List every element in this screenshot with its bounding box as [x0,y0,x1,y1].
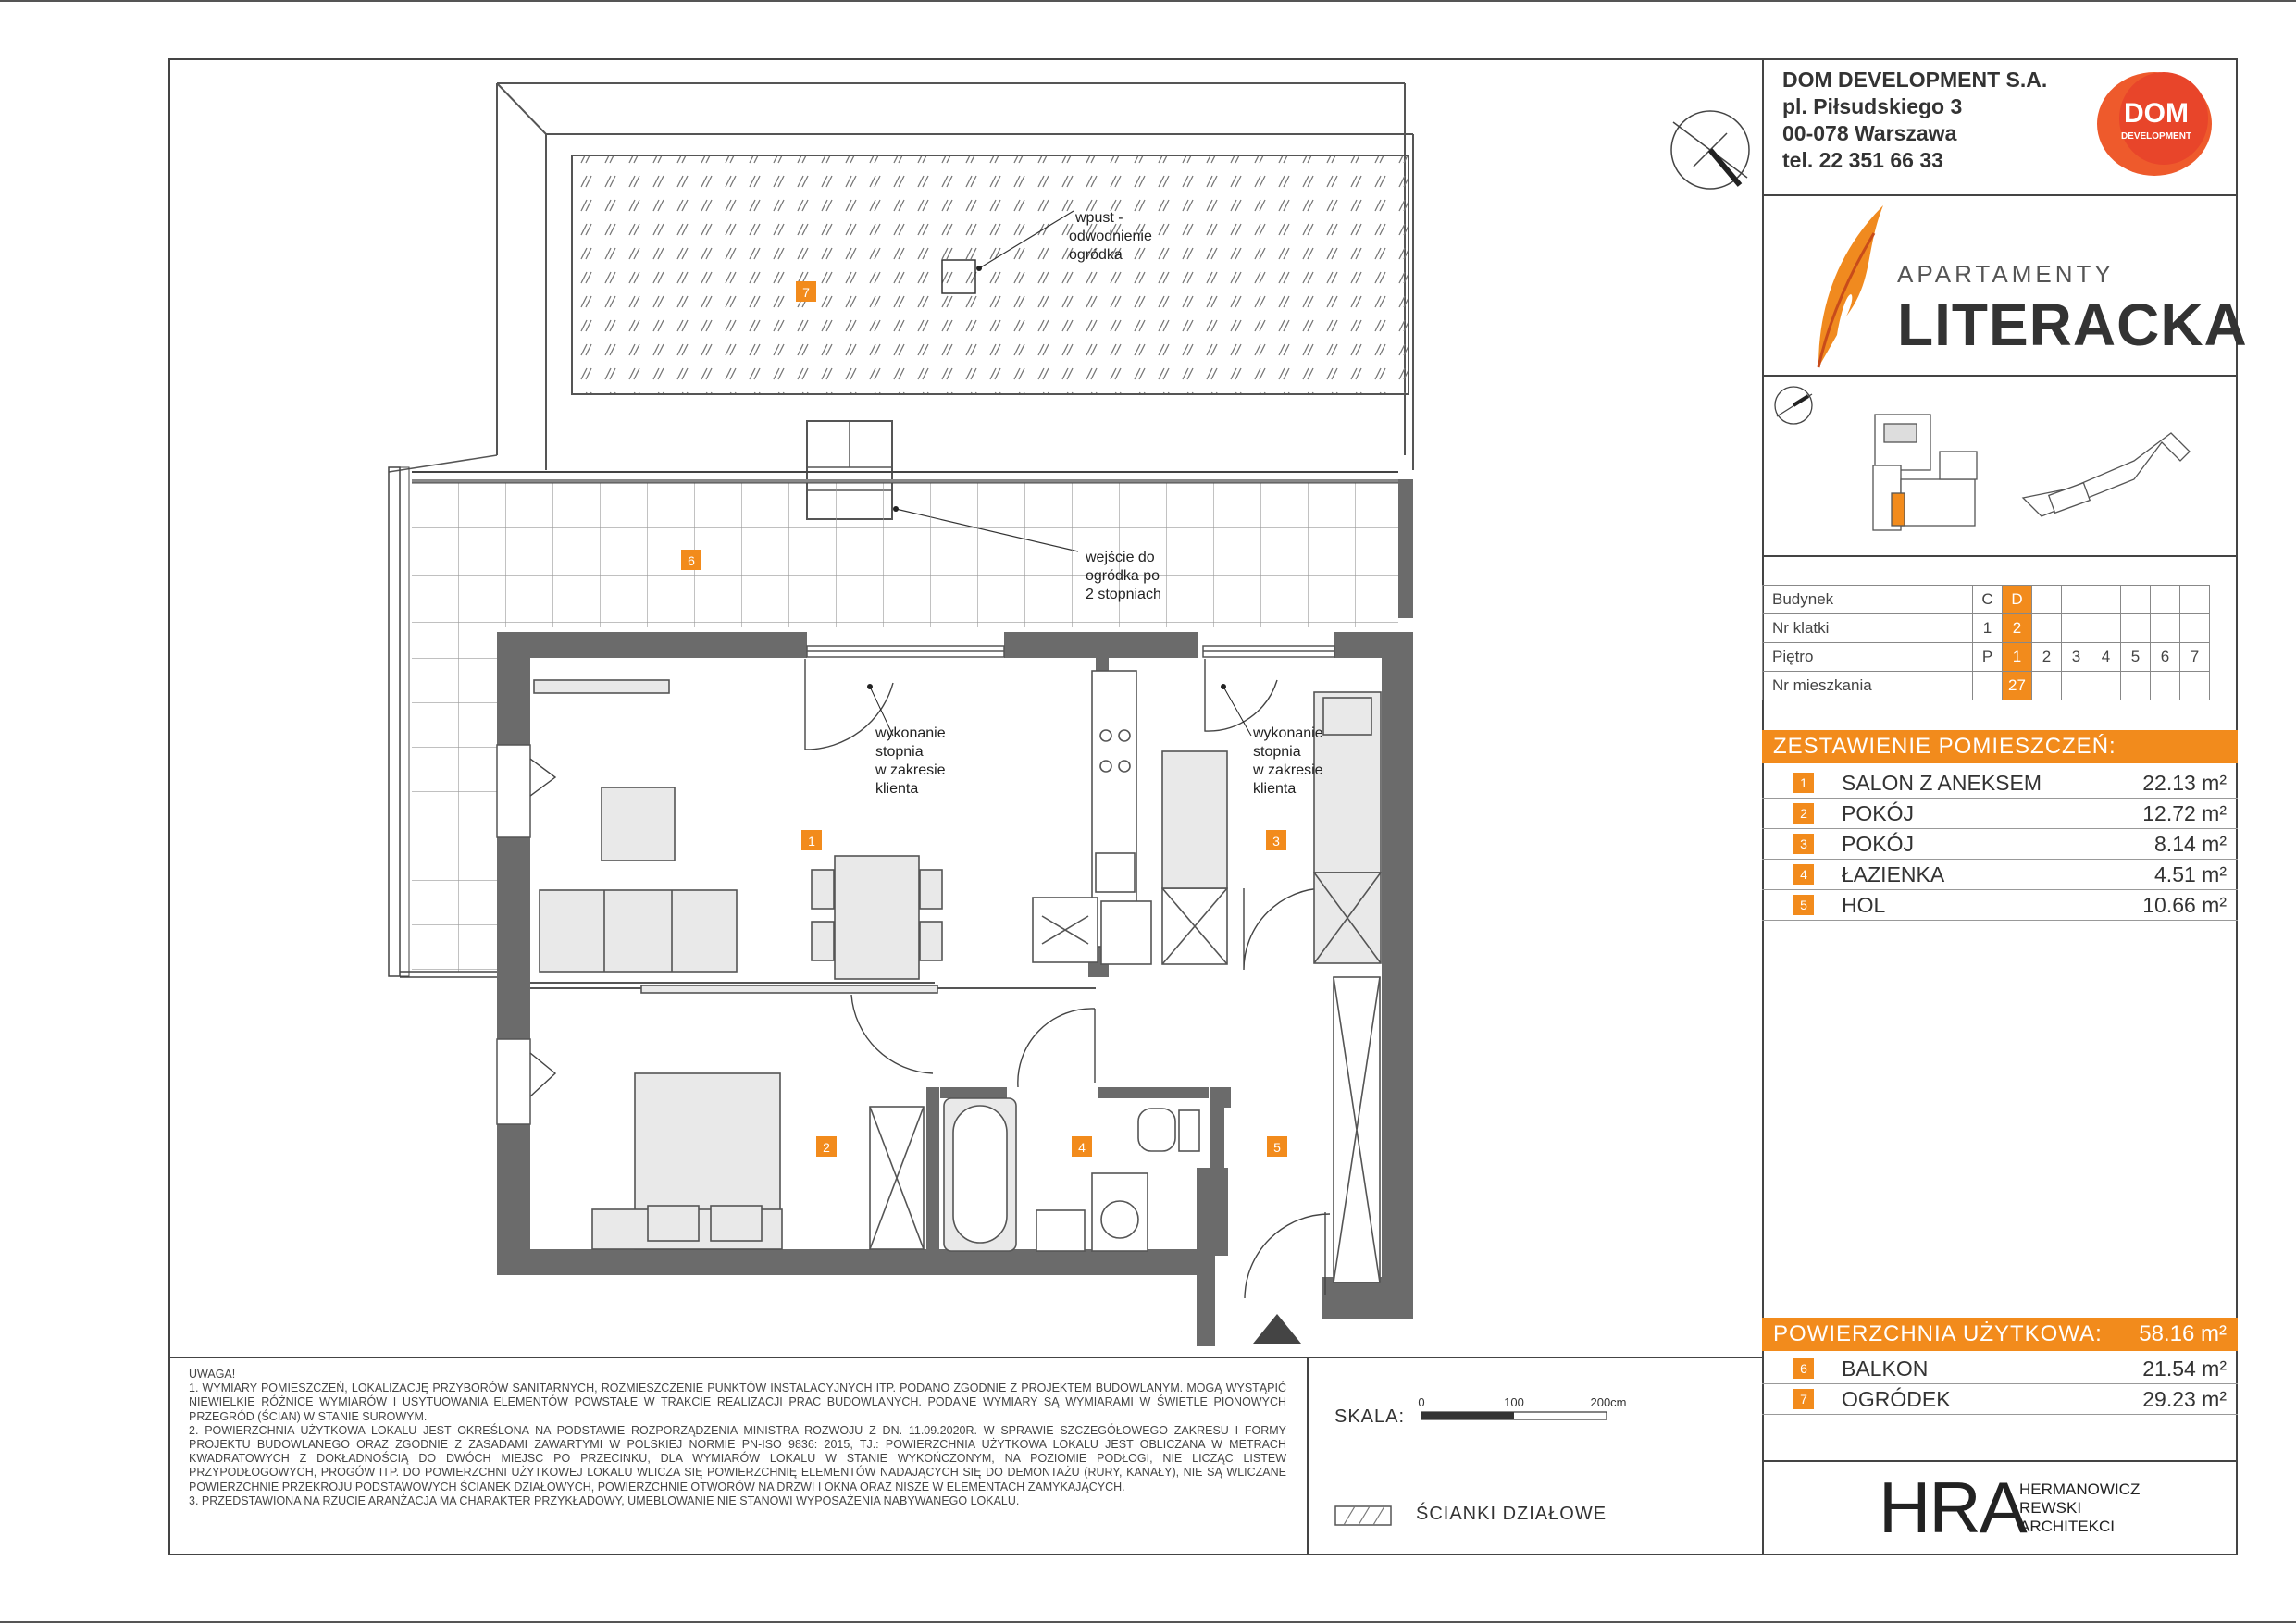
room-area: 22.13 m² [2142,771,2227,795]
divider [1762,555,2238,557]
cell [2151,672,2180,700]
company-phone: tel. 22 351 66 33 [1782,148,1943,172]
svg-text:2 stopniach: 2 stopniach [1086,587,1161,602]
partition-legend-icon [1334,1501,1394,1529]
company-address-1: pl. Piłsudskiego 3 [1782,94,1963,118]
extra-number: 6 [1793,1358,1814,1379]
room-area: 8.14 m² [2154,832,2227,856]
usable-area-value: 58.16 m² [2139,1321,2227,1346]
cell [1973,672,2003,700]
cell: C [1973,586,2003,614]
cell-selected: D [2003,586,2032,614]
extra-areas-list [1762,1354,2238,1415]
cell [2032,672,2062,700]
svg-text:ogródka: ogródka [1069,247,1123,263]
cell [2151,586,2180,614]
room-tag-5: 5 [1273,1140,1281,1155]
divider [1762,375,2238,377]
cell: 6 [2151,643,2180,672]
usable-area-label: POWIERZCHNIA UŻYTKOWA: [1773,1321,2103,1346]
svg-text:200cm: 200cm [1590,1395,1627,1409]
room-name: POKÓJ [1842,832,1914,856]
room-tags [681,281,1287,1157]
note-item: 2. POWIERZCHNIA UŻYTKOWA LOKALU JEST OKREŚLONA NA PODSTAWIE ROZPORZĄDZENIA MINISTRA ROZWOJU Z DN. 11.09.2020R. W SPRAWIE SZCZEGÓŁOWEGO ZAKRESU I FORMY PROJEKTU BUDOWLANEGO ORAZ ZGODNIE Z ZASADAMI ZAWARTYMI W POLSKIEJ NORMIE PN-ISO 9836: 2015, TJ.: POWIERZCHNIA UŻYTKOWA LOKALU JEST OBLICZANA W METRACH KWADRATOWYCH Z DOKŁADNOŚCIĄ DO DWÓCH MIEJSC PO PRZECINKU, DLA WYMIARÓW LOKALU W STANIE WYKOŃCZONYM, NA POZIOMIE PODŁOGI, NIE LICZĄC LISTEW PRZYPODŁOGOWYCH, PROGÓW ITP. DO POWIERZCHNI UŻYTKOWEJ LOKALU WLICZA SIĘ POWIERZCHNIĘ ELEMENTÓW NADAJĄCYCH SIĘ DO DEMONTAŻU (RURY, KANAŁY), NIE SĄ WLICZANE POWIERZCHNIE PRZEKROJU PODSTAWOWYCH ŚCIANEK DZIAŁOWYCH, POWIERZCHNIE OTWORÓW NA DRZWI I OKNA ORAZ NISZE W ELEMENTACH ZAMYKAJĄCYCH. [189,1423,1286,1493]
architect-line: REWSKI [2019,1499,2082,1517]
scale-bar [1416,1394,1638,1431]
room-tag-4: 4 [1078,1140,1086,1155]
svg-text:stopnia: stopnia [1253,744,1301,760]
partition-legend-label: ŚCIANKI DZIAŁOWE [1416,1504,1607,1524]
room-tag-6: 6 [688,553,695,568]
extra-area: 21.54 m² [2142,1357,2227,1381]
svg-text:wpust -: wpust - [1075,210,1123,226]
svg-text:klienta: klienta [875,781,919,797]
room-number: 4 [1793,864,1814,885]
room-row [1762,799,2238,829]
cell [2091,614,2121,643]
cell [2180,586,2210,614]
architect-line: ARCHITEKCI [2019,1518,2115,1535]
cell [2032,586,2062,614]
architect-short: HRA [1879,1467,2026,1548]
divider [1762,1460,2238,1462]
note-item: 3. PRZEDSTAWIONA NA RZUCIE ARANŻACJA MA CHARAKTER PRZYKŁADOWY, UMEBLOWANIE NIE STANOWI WYPOSAŻENIA NABYWANEGO LOKALU. [189,1493,1020,1507]
feather-logo-icon [1809,196,1893,372]
brand-line-2: LITERACKA [1897,291,2248,358]
room-name: HOL [1842,893,1886,917]
room-area: 4.51 m² [2154,862,2227,886]
room-area: 10.66 m² [2142,893,2227,917]
cell: 5 [2121,643,2151,672]
svg-text:wykonanie: wykonanie [1253,725,1323,741]
rooms-list [1762,768,2238,921]
label-stairwell: Nr klatki [1763,614,1973,643]
cell-selected: 1 [2003,643,2032,672]
cell [2062,586,2091,614]
note-item: 1. WYMIARY POMIESZCZEŃ, LOKALIZACJĘ PRZYBORÓW SANITARNYCH, ROZMIESZCZENIE PUNKTÓW INSTALACYJNYCH ITP. PODANO ZGODNIE Z PROJEKTEM BUDOWLANYM. MOGĄ WYSTĄPIĆ NIEWIELKIE RÓŻNICE WYMIARÓW I USYTUOWANIA ELEMENTÓW POWSTAŁE W TRAKCIE REALIZACJI PRAC BUDOWLANYCH. PODANE WYMIARY SĄ WYMIARAMI W ŚWIETLE PIONOWYCH PRZEGRÓD (ŚCIAN) W STANIE SUROWYM. [189,1381,1286,1423]
cell [2091,586,2121,614]
room-name: POKÓJ [1842,801,1914,825]
extra-row [1762,1354,2238,1384]
room-number: 5 [1793,895,1814,915]
cell [2180,672,2210,700]
cell: 4 [2091,643,2121,672]
room-row [1762,768,2238,799]
entrance-arrow-icon [1253,1314,1301,1344]
svg-text:DOM: DOM [2124,98,2189,129]
company-name: DOM DEVELOPMENT S.A. [1782,68,2048,92]
architect-line: HERMANOWICZ [2019,1481,2141,1498]
rooms-header: ZESTAWIENIE POMIESZCZEŃ: [1762,730,2238,763]
cell [2121,586,2151,614]
extra-row [1762,1384,2238,1415]
extra-area: 29.23 m² [2142,1387,2227,1411]
extra-name: BALKON [1842,1357,1929,1381]
room-tag-2: 2 [823,1140,830,1155]
cell: 7 [2180,643,2210,672]
svg-text:w zakresie: w zakresie [1253,762,1323,778]
apartment-location-table [1762,585,2210,700]
cell: 1 [1973,614,2003,643]
svg-text:100: 100 [1504,1395,1524,1409]
room-area: 12.72 m² [2142,801,2227,825]
room-tag-1: 1 [808,834,815,849]
room-tag-7: 7 [802,285,810,300]
room-name: SALON Z ANEKSEM [1842,771,2042,795]
label-building: Budynek [1763,586,1973,614]
cell-selected: 2 [2003,614,2032,643]
usable-area [1762,1318,2238,1351]
notes [189,1368,1286,1508]
svg-text:wykonanie: wykonanie [875,725,946,741]
extra-name: OGRÓDEK [1842,1387,1951,1411]
cell: 3 [2062,643,2091,672]
svg-text:klienta: klienta [1253,781,1297,797]
svg-text:odwodnienie: odwodnienie [1069,229,1152,244]
room-number: 1 [1793,773,1814,793]
room-row [1762,890,2238,921]
label-floor: Piętro [1763,643,1973,672]
project-brand [1897,260,2248,359]
cell [2151,614,2180,643]
scale-label: SKALA: [1334,1406,1406,1427]
cell [2032,614,2062,643]
svg-text:DEVELOPMENT: DEVELOPMENT [2120,131,2192,142]
svg-text:stopnia: stopnia [875,744,924,760]
cell [2062,614,2091,643]
room-number: 3 [1793,834,1814,854]
dom-development-logo [2093,65,2219,180]
company-info [1782,67,2047,174]
key-plan [1764,378,2236,553]
brand-line-1: APARTAMENTY [1897,260,2115,288]
cell [2121,614,2151,643]
architect-name [2019,1481,2140,1536]
svg-text:wejście do: wejście do [1086,550,1155,565]
compass-icon [1671,111,1749,189]
cell [2121,672,2151,700]
notes-title: UWAGA! [189,1368,236,1381]
notes-divider [1307,1357,1309,1555]
cell-selected: 27 [2003,672,2032,700]
cell [2062,672,2091,700]
cell [2180,614,2210,643]
svg-text:ogródka po: ogródka po [1086,568,1160,584]
room-number: 2 [1793,803,1814,824]
svg-text:w zakresie: w zakresie [875,762,946,778]
architect-logo [1879,1467,2141,1548]
notes-top-border [168,1357,1762,1358]
svg-text:0: 0 [1418,1395,1425,1409]
cell: P [1973,643,2003,672]
room-row [1762,829,2238,860]
room-tag-3: 3 [1272,834,1280,849]
cell [2091,672,2121,700]
room-name: ŁAZIENKA [1842,862,1945,886]
label-apartment-number: Nr mieszkania [1763,672,1973,700]
cell: 2 [2032,643,2062,672]
company-address-2: 00-078 Warszawa [1782,121,1957,145]
extra-number: 7 [1793,1389,1814,1409]
room-row [1762,860,2238,890]
